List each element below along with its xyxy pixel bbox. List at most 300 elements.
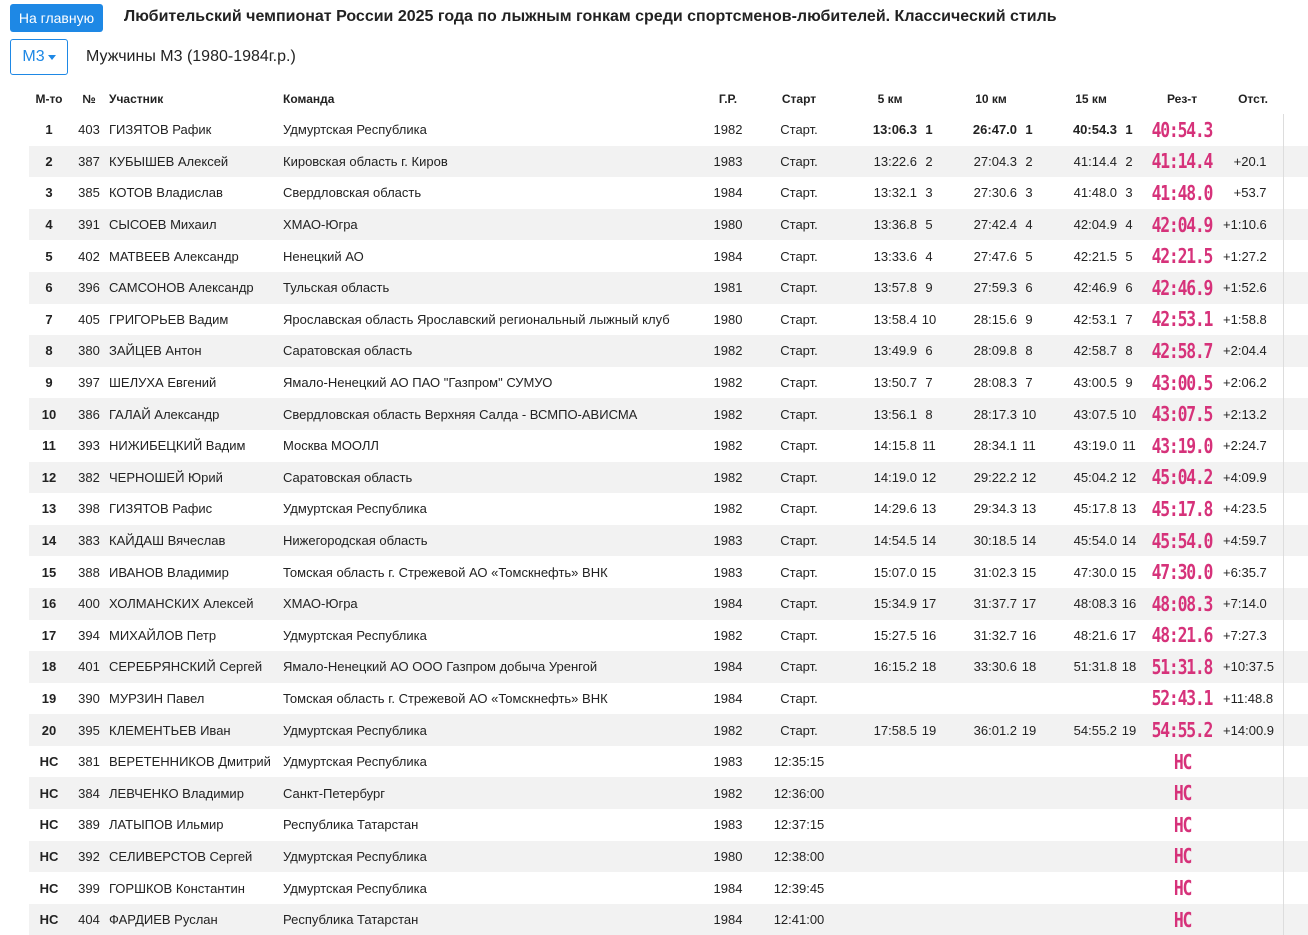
bib-cell: 398 [78,501,100,517]
table-row [29,525,1308,557]
split-10km-time [941,809,1017,841]
participant-name: ШЕЛУХА Евгений [109,375,217,391]
bib-cell: 388 [78,564,100,580]
gap-cell: +11:48.8 [1223,683,1283,715]
bib-cell: 396 [78,280,100,296]
table-row [29,272,1308,304]
gap-cell: +2:13.2 [1223,398,1283,430]
result-cell [1141,398,1223,430]
team-name: Удмуртская Республика [283,122,427,138]
start-cell: Старт. [780,438,818,454]
result-cell [1141,588,1223,620]
result-time: 45:17.8 [1151,496,1213,521]
split-5km-place: 4 [925,248,933,264]
table-row [29,304,1308,336]
participant-name: ГРИГОРЬЕВ Вадим [109,311,229,327]
split-5km-time: 16:15.2 [873,659,917,675]
result-cell [1141,240,1223,272]
team-name: Удмуртская Республика [283,880,427,896]
split-10km-place [1017,809,1041,841]
birth-year: 1983 [713,564,743,580]
place-cell: НС [39,848,59,864]
split-5km-place: 6 [925,343,933,359]
result-time: 43:19.0 [1151,433,1213,458]
group-dropdown-label: М3 [22,48,45,65]
birth-year: 1980 [713,217,743,233]
participant-name: ЗАЙЦЕВ Антон [109,343,202,359]
result-cell [1141,177,1223,209]
place-cell: 19 [41,690,57,706]
result-cell [1141,209,1223,241]
start-cell: Старт. [780,564,818,580]
start-cell: 12:38:00 [773,848,825,864]
split-10km-place: 19 [1021,722,1037,738]
team-name: Тульская область [283,280,390,296]
row-filler [1283,841,1308,873]
split-5km-time: 14:54.5 [873,533,917,549]
gap-cell: +53.7 [1223,177,1283,209]
birth-year: 1984 [713,659,743,675]
participant-name: ВЕРЕТЕННИКОВ Дмитрий [109,754,271,770]
result-time: НС [1173,749,1191,774]
gap-cell [1223,746,1283,778]
row-filler [1283,525,1308,557]
split-10km-place: 14 [1021,533,1037,549]
start-cell: 12:39:45 [773,880,825,896]
row-filler [1283,556,1308,588]
gap-cell: +2:06.2 [1223,367,1283,399]
table-header-row [29,83,1308,114]
result-cell [1141,462,1223,494]
col-header-year: Г.Р. [718,91,738,106]
place-cell: 20 [41,722,57,738]
split-15km-place [1117,746,1141,778]
split-15km-place [1117,904,1141,935]
bib-cell: 394 [78,627,100,643]
split-5km-time: 15:27.5 [873,627,917,643]
participant-name: ФАРДИЕВ Руслан [109,912,218,928]
start-cell: Старт. [780,280,818,296]
col-header-15km: 15 км [1075,91,1107,106]
participant-name: ГАЛАЙ Александр [109,406,220,422]
start-cell: Старт. [780,343,818,359]
table-row [29,683,1308,715]
gap-cell [1223,841,1283,873]
split-10km-time: 31:32.7 [973,627,1018,643]
split-10km-time: 28:09.8 [973,343,1018,359]
bib-cell: 397 [78,375,100,391]
bib-cell: 383 [78,533,100,549]
birth-year: 1982 [713,438,743,454]
result-time: 40:54.3 [1151,117,1213,142]
place-cell: 7 [45,311,53,327]
bib-cell: 381 [78,754,100,770]
start-cell: Старт. [780,469,818,485]
table-row [29,556,1308,588]
split-15km-time [1041,746,1117,778]
birth-year: 1982 [713,627,743,643]
split-15km-time: 42:21.5 [1073,248,1118,264]
birth-year: 1982 [713,785,743,801]
split-15km-place [1117,872,1141,904]
split-10km-place [1017,746,1041,778]
result-cell [1141,430,1223,462]
split-10km-place [1017,872,1041,904]
birth-year: 1983 [713,817,743,833]
place-cell: НС [39,754,59,770]
table-row [29,493,1308,525]
result-time: 52:43.1 [1151,686,1213,711]
row-filler [1283,114,1308,146]
gap-cell [1223,777,1283,809]
split-10km-place: 5 [1025,248,1033,264]
result-cell [1141,304,1223,336]
start-cell: 12:35:15 [773,754,825,770]
split-15km-time: 43:07.5 [1073,406,1118,422]
bib-cell: 401 [78,659,100,675]
team-name: Республика Татарстан [283,912,419,928]
bib-cell: 402 [78,248,100,264]
split-15km-time: 51:31.8 [1073,659,1118,675]
split-15km-place: 4 [1125,217,1133,233]
group-name: Мужчины М3 (1980-1984г.р.) [86,48,296,65]
split-5km-time: 13:50.7 [873,375,917,391]
table-row [29,588,1308,620]
split-5km-place [917,904,941,935]
birth-year: 1982 [713,722,743,738]
team-name: Удмуртская Республика [283,501,427,517]
team-name: Москва МООЛЛ [283,438,379,454]
split-10km-place: 8 [1025,343,1033,359]
split-5km-time [839,777,917,809]
row-filler [1283,272,1308,304]
birth-year: 1984 [713,248,743,264]
table-row [29,651,1308,683]
split-15km-time: 48:21.6 [1073,627,1118,643]
birth-year: 1982 [713,343,743,359]
bib-cell: 395 [78,722,100,738]
participant-name: САМСОНОВ Александр [109,280,254,296]
result-cell [1141,493,1223,525]
row-filler [1283,209,1308,241]
split-15km-time: 54:55.2 [1073,722,1118,738]
table-row [29,398,1308,430]
team-name: Томская область г. Стрежевой АО «Томскнефть» ВНК [283,564,608,580]
table-row [29,114,1308,146]
gap-cell: +1:10.6 [1223,209,1283,241]
place-cell: 4 [45,217,53,233]
start-cell: Старт. [780,659,818,675]
split-15km-place [1117,841,1141,873]
result-cell [1141,904,1223,935]
split-10km-time: 30:18.5 [973,533,1018,549]
split-5km-place: 12 [921,469,937,485]
table-row [29,367,1308,399]
team-name: Республика Татарстан [283,817,419,833]
result-cell [1141,525,1223,557]
split-5km-time [839,809,917,841]
birth-year: 1983 [713,754,743,770]
split-5km-time: 13:36.8 [873,217,917,233]
split-10km-time: 26:47.0 [972,122,1018,138]
split-15km-place: 18 [1121,659,1137,675]
result-time: НС [1173,876,1191,901]
table-row [29,809,1308,841]
place-cell: НС [39,880,59,896]
split-5km-place: 3 [925,185,933,201]
place-cell: 5 [45,248,53,264]
home-button[interactable]: На главную [10,4,103,32]
split-15km-place: 10 [1121,406,1137,422]
result-time: НС [1173,844,1191,869]
bib-cell: 382 [78,469,100,485]
birth-year: 1984 [713,596,743,612]
split-15km-place: 8 [1125,343,1133,359]
col-header-10km: 10 км [975,91,1007,106]
split-10km-place: 11 [1022,438,1036,454]
split-15km-time: 43:19.0 [1073,438,1118,454]
split-10km-place: 7 [1025,375,1033,391]
bib-cell: 380 [78,343,100,359]
start-cell: Старт. [780,533,818,549]
split-5km-place: 5 [925,217,933,233]
group-dropdown-button[interactable] [10,39,68,75]
table-row [29,209,1308,241]
row-filler [1283,462,1308,494]
split-15km-place: 14 [1121,533,1137,549]
gap-cell: +14:00.9 [1223,714,1283,746]
row-filler [1283,809,1308,841]
place-cell: 17 [41,627,57,643]
participant-name: СЕЛИВЕРСТОВ Сергей [109,848,253,864]
split-10km-place: 17 [1021,596,1037,612]
split-15km-place: 1 [1125,122,1133,138]
birth-year: 1984 [713,880,743,896]
split-10km-time: 27:47.6 [973,248,1018,264]
table-row [29,146,1308,178]
place-cell: 9 [45,375,53,391]
place-cell: 15 [41,564,57,580]
team-name: Ямало-Ненецкий АО ПАО "Газпром" СУМУО [283,375,553,391]
team-name: Ярославская область Ярославский региональный лыжный клуб [283,311,670,327]
split-15km-time: 42:58.7 [1073,343,1118,359]
start-cell: Старт. [780,375,818,391]
start-cell: Старт. [780,501,818,517]
split-5km-time [839,841,917,873]
row-filler [1283,398,1308,430]
split-15km-place: 15 [1121,564,1137,580]
split-10km-place: 15 [1021,564,1037,580]
team-name: Ненецкий АО [283,248,364,264]
participant-name: ГИЗЯТОВ Рафис [109,501,213,517]
split-10km-place: 1 [1025,122,1033,138]
team-name: Нижегородская область [283,533,428,549]
gap-cell: +4:59.7 [1223,525,1283,557]
birth-year: 1982 [713,122,743,138]
row-filler [1283,746,1308,778]
start-cell: 12:36:00 [773,785,825,801]
split-10km-place: 18 [1021,659,1037,675]
gap-cell: +1:52.6 [1223,272,1283,304]
participant-name: КОТОВ Владислав [109,185,223,201]
bib-cell: 393 [78,438,100,454]
split-15km-place: 13 [1121,501,1137,517]
table-row [29,904,1308,935]
split-10km-time: 29:34.3 [973,501,1018,517]
col-header-team: Команда [283,91,335,106]
start-cell: Старт. [780,690,818,706]
split-5km-place: 17 [921,596,937,612]
team-name: ХМАО-Югра [283,596,358,612]
split-10km-time: 28:34.1 [973,438,1018,454]
team-name: Томская область г. Стрежевой АО «Томскнефть» ВНК [283,690,608,706]
bib-cell: 390 [78,690,100,706]
split-5km-place: 13 [921,501,937,517]
place-cell: 2 [45,153,53,169]
split-15km-place: 9 [1125,375,1133,391]
place-cell: 8 [45,343,53,359]
result-time: 41:48.0 [1151,180,1213,205]
table-row [29,714,1308,746]
result-time: 42:21.5 [1151,244,1213,269]
team-name: Ямало-Ненецкий АО ООО Газпром добыча Уренгой [283,659,598,675]
start-cell: Старт. [780,627,818,643]
split-10km-time [941,777,1017,809]
birth-year: 1982 [713,501,743,517]
participant-name: КЛЕМЕНТЬЕВ Иван [109,722,231,738]
result-cell [1141,367,1223,399]
team-name: ХМАО-Югра [283,217,358,233]
start-cell: Старт. [780,596,818,612]
team-name: Кировская область г. Киров [283,153,448,169]
start-cell: Старт. [780,722,818,738]
split-15km-time: 42:04.9 [1073,217,1118,233]
result-time: 45:04.2 [1151,465,1213,490]
result-cell [1141,620,1223,652]
split-10km-place: 4 [1025,217,1033,233]
split-5km-time: 13:49.9 [873,343,917,359]
start-cell: 12:41:00 [773,912,825,928]
team-name: Удмуртская Республика [283,627,427,643]
bib-cell: 403 [78,122,100,138]
split-5km-time: 13:58.4 [873,311,917,327]
table-row [29,872,1308,904]
table-row [29,746,1308,778]
gap-cell [1223,809,1283,841]
row-filler [1283,683,1308,715]
col-header-start: Старт [781,91,817,106]
participant-name: ГОРШКОВ Константин [109,880,245,896]
result-time: 42:04.9 [1151,212,1213,237]
participant-name: ГИЗЯТОВ Рафик [109,122,212,138]
birth-year: 1982 [713,375,743,391]
row-filler [1283,620,1308,652]
birth-year: 1982 [713,406,743,422]
start-cell: Старт. [780,122,818,138]
birth-year: 1980 [713,311,743,327]
split-10km-time [941,872,1017,904]
result-cell [1141,683,1223,715]
row-filler [1283,146,1308,178]
split-10km-time: 31:37.7 [973,596,1018,612]
split-10km-time [941,746,1017,778]
split-15km-place: 3 [1125,185,1133,201]
place-cell: НС [39,817,59,833]
split-15km-time: 45:17.8 [1073,501,1118,517]
split-15km-place: 6 [1125,280,1133,296]
split-15km-place: 12 [1121,469,1137,485]
team-name: Удмуртская Республика [283,848,427,864]
table-row [29,462,1308,494]
split-10km-time: 28:08.3 [973,375,1018,391]
split-10km-time: 27:59.3 [973,280,1018,296]
caret-down-icon [48,55,56,60]
result-time: 43:07.5 [1151,402,1213,427]
birth-year: 1984 [713,912,743,928]
start-cell: Старт. [780,185,818,201]
start-cell: Старт. [780,153,818,169]
gap-cell: +7:27.3 [1223,620,1283,652]
team-name: Удмуртская Республика [283,754,427,770]
table-row [29,777,1308,809]
split-5km-place [917,777,941,809]
split-10km-place: 12 [1021,469,1037,485]
split-15km-time: 45:04.2 [1073,469,1118,485]
split-15km-place [1117,809,1141,841]
participant-name: МУРЗИН Павел [109,690,205,706]
participant-name: КУБЫШЕВ Алексей [109,153,229,169]
split-5km-place: 2 [925,153,933,169]
result-cell [1141,556,1223,588]
split-10km-place: 6 [1025,280,1033,296]
bib-cell: 404 [78,912,100,928]
split-5km-time: 13:22.6 [873,153,917,169]
split-5km-place [917,841,941,873]
split-15km-time [1041,777,1117,809]
split-10km-time: 27:42.4 [973,217,1018,233]
col-header-place: М-то [35,91,63,106]
row-filler [1283,493,1308,525]
row-filler [1283,177,1308,209]
split-5km-time [839,904,917,935]
split-5km-place: 16 [921,627,937,643]
row-filler [1283,430,1308,462]
split-15km-time: 40:54.3 [1072,122,1118,138]
split-15km-time: 47:30.0 [1073,564,1118,580]
split-5km-place: 1 [925,122,933,138]
split-5km-place [917,809,941,841]
gap-cell: +6:35.7 [1223,556,1283,588]
bib-cell: 384 [78,785,100,801]
split-15km-time [1041,872,1117,904]
split-10km-time: 36:01.2 [973,722,1018,738]
page-title: Любительский чемпионат России 2025 года по лыжным гонкам среди спортсменов-любителей. Классический стиль [124,8,1057,25]
row-filler [1283,714,1308,746]
split-5km-place [917,683,941,715]
gap-cell: +10:37.5 [1223,651,1283,683]
team-name: Удмуртская Республика [283,722,427,738]
birth-year: 1984 [713,185,743,201]
split-10km-time: 27:30.6 [973,185,1018,201]
start-cell: Старт. [780,248,818,264]
split-5km-time: 13:56.1 [873,406,917,422]
participant-name: ЛАТЫПОВ Ильмир [109,817,224,833]
team-name: Санкт-Петербург [283,785,385,801]
split-10km-time: 28:15.6 [973,311,1018,327]
split-5km-time: 13:06.3 [872,122,917,138]
place-cell: 3 [45,185,53,201]
split-15km-time: 48:08.3 [1073,596,1118,612]
